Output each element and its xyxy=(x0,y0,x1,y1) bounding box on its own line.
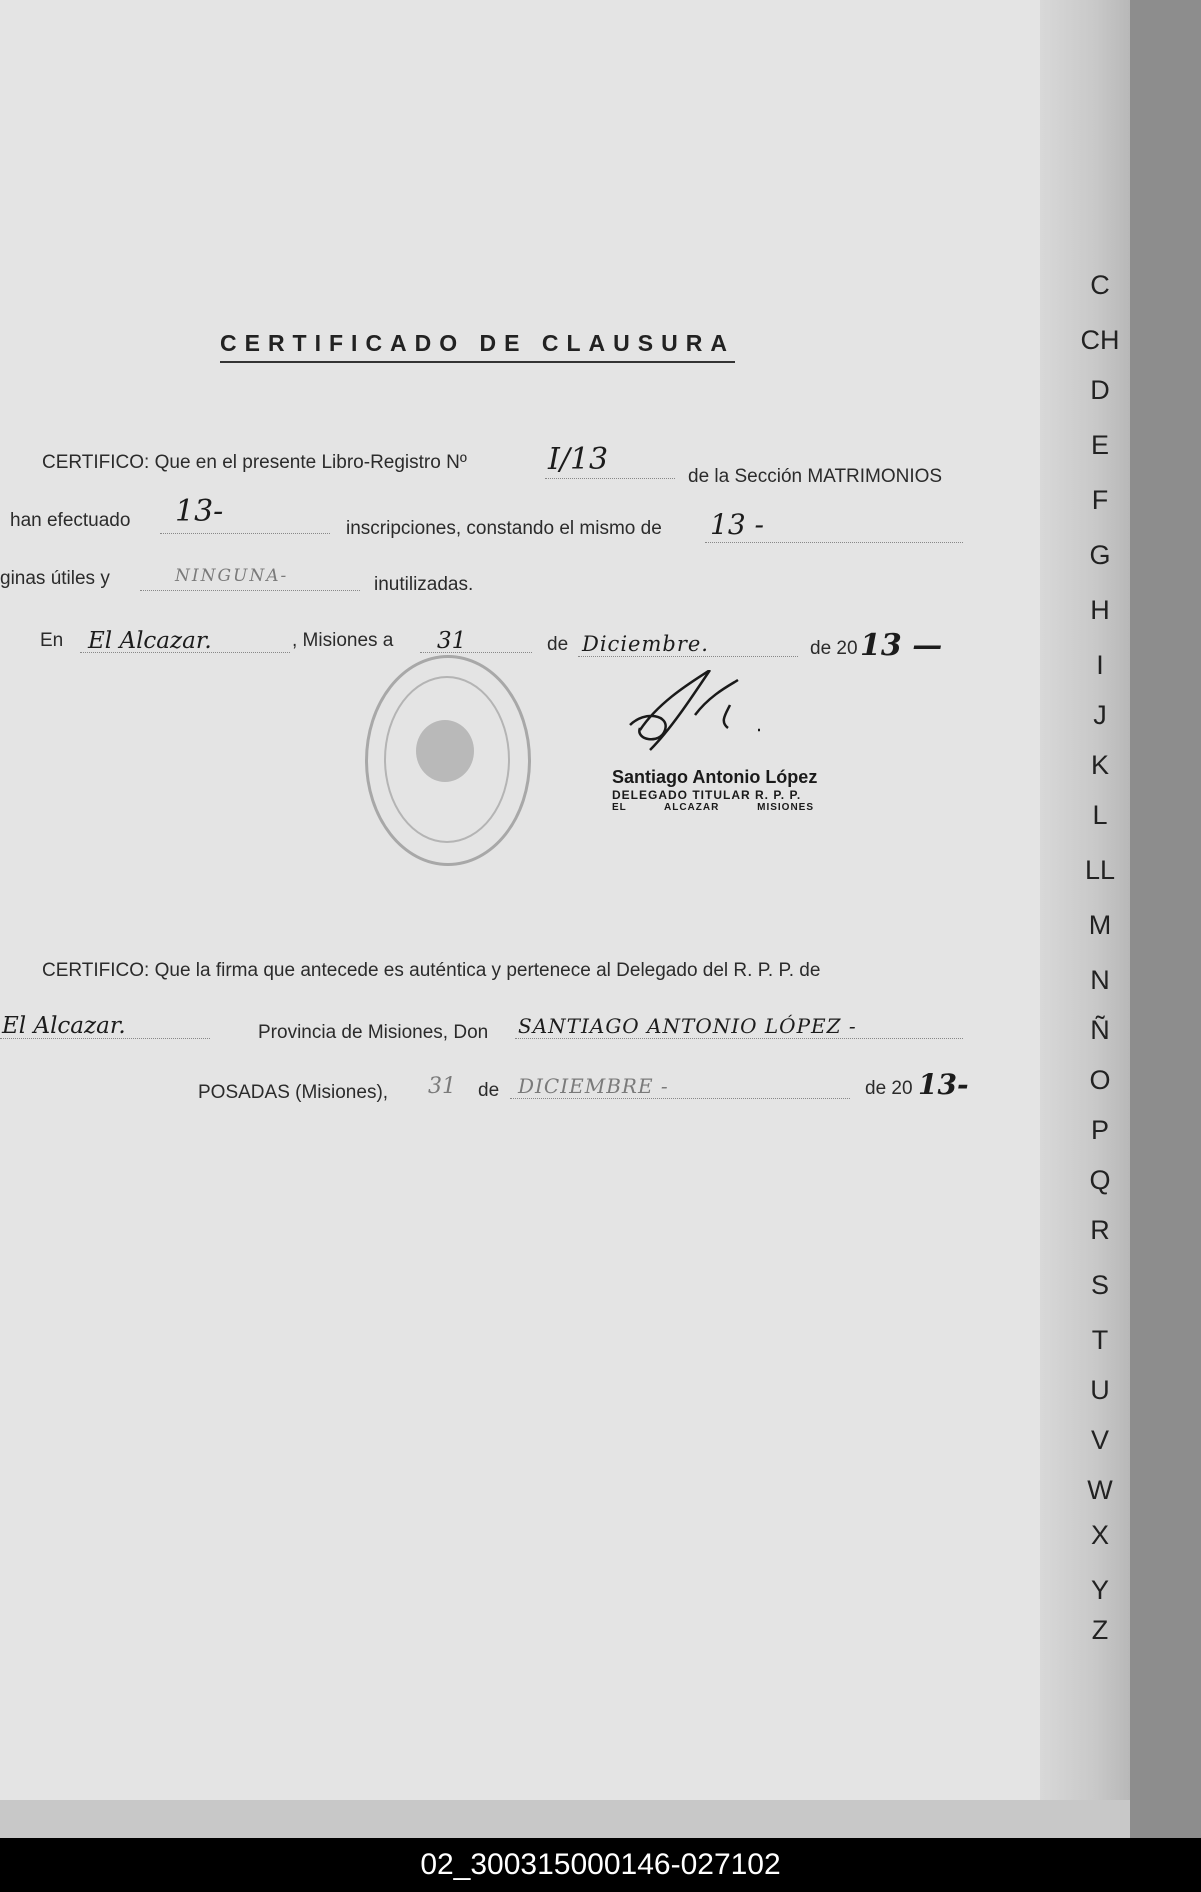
handwritten-signature xyxy=(600,670,760,770)
index-tab-23[interactable]: W xyxy=(1087,1475,1113,1505)
index-tab-10[interactable]: L xyxy=(1092,800,1108,830)
index-tab-8[interactable]: J xyxy=(1093,700,1107,730)
libro-no-line xyxy=(545,478,675,479)
certifico-line-1: CERTIFICO: Que en el presente Libro-Registro Nº xyxy=(42,452,467,473)
index-tab-5[interactable]: G xyxy=(1089,540,1111,570)
book-cover-edge xyxy=(1130,0,1201,1838)
index-tab-3[interactable]: E xyxy=(1090,430,1109,460)
index-tab-0[interactable]: C xyxy=(1090,270,1110,300)
mes-value: Diciembre. xyxy=(582,632,709,656)
index-tab-22[interactable]: V xyxy=(1090,1425,1109,1455)
provincia-text: Provincia de Misiones, Don xyxy=(258,1022,489,1043)
signature-block xyxy=(612,767,817,813)
libro-no-value: I/13 xyxy=(548,442,609,477)
misiones-a-text: , Misiones a xyxy=(292,630,394,651)
seccion-text: de la Sección MATRIMONIOS xyxy=(688,466,943,487)
de-20-text-2: de 20 xyxy=(865,1078,913,1099)
anio-value-2: 13- xyxy=(918,1068,969,1101)
signatory-title: DELEGADO TITULAR R. P. P. xyxy=(612,788,802,802)
index-tab-24[interactable]: X xyxy=(1090,1520,1109,1550)
don-line xyxy=(515,1038,963,1039)
seal-emblem xyxy=(416,720,474,782)
mes-line xyxy=(578,656,798,657)
index-tab-21[interactable]: U xyxy=(1090,1375,1110,1405)
inutilizadas-line xyxy=(140,590,360,591)
lugar-value-2: El Alcazar. xyxy=(2,1013,126,1039)
index-tab-4[interactable]: F xyxy=(1091,485,1109,515)
inutilizadas-value: NINGUNA- xyxy=(175,566,289,586)
index-tab-2[interactable]: D xyxy=(1090,375,1110,405)
de-text-2: de xyxy=(478,1080,500,1101)
index-tab-7[interactable]: I xyxy=(1096,650,1104,680)
mes-line-2 xyxy=(510,1098,850,1099)
posadas-text: POSADAS (Misiones), xyxy=(198,1082,389,1103)
signatory-place-right: MISIONES xyxy=(757,802,815,813)
index-tab-25[interactable]: Y xyxy=(1090,1575,1109,1605)
signatory-place-left: EL ALCAZAR xyxy=(612,802,720,813)
inscripciones-text: inscripciones, constando el mismo de xyxy=(346,518,662,539)
index-tab-17[interactable]: Q xyxy=(1089,1165,1111,1195)
document-title: CERTIFICADO DE CLAUSURA xyxy=(220,330,735,363)
signatory-name: Santiago Antonio López xyxy=(612,767,818,787)
dia-value-2: 31 xyxy=(428,1074,456,1099)
inutilizadas-text: inutilizadas. xyxy=(374,574,474,595)
index-tab-20[interactable]: T xyxy=(1091,1325,1109,1355)
inscripciones-value: 13- xyxy=(175,494,224,529)
don-value: SANTIAGO ANTONIO LÓPEZ - xyxy=(518,1014,857,1038)
index-tab-16[interactable]: P xyxy=(1090,1115,1109,1145)
mes-value-2: DICIEMBRE - xyxy=(518,1074,669,1098)
han-efectuado-text: han efectuado xyxy=(10,510,131,531)
index-tab-13[interactable]: N xyxy=(1090,965,1110,995)
index-tab-15[interactable]: O xyxy=(1089,1065,1111,1095)
index-tab-18[interactable]: R xyxy=(1090,1215,1110,1245)
index-tab-19[interactable]: S xyxy=(1090,1270,1109,1300)
index-tab-26[interactable]: Z xyxy=(1091,1615,1109,1645)
footer-bar xyxy=(0,1838,1201,1892)
lugar-value: El Alcazar. xyxy=(88,628,212,654)
index-tab-6[interactable]: H xyxy=(1090,595,1110,625)
certifico-line-2: CERTIFICO: Que la firma que antecede es auténtica y pertenece al Delegado del R. P. P. de xyxy=(42,960,821,981)
index-tab-1[interactable]: CH xyxy=(1080,325,1120,355)
index-tab-14[interactable]: Ñ xyxy=(1090,1015,1110,1045)
footer-id: 02_300315000146-027102 xyxy=(420,1848,781,1881)
paginas-value: 13 - xyxy=(710,508,764,541)
en-text: En xyxy=(40,630,64,651)
anio-value-1: 13 — xyxy=(860,628,943,663)
paginas-line xyxy=(705,542,963,543)
index-tab-11[interactable]: LL xyxy=(1084,855,1116,885)
de-text-1: de xyxy=(547,634,569,655)
official-seal xyxy=(365,655,531,866)
index-tab-9[interactable]: K xyxy=(1090,750,1109,780)
dia-value: 31 xyxy=(437,628,467,654)
de-20-text-1: de 20 xyxy=(810,638,858,659)
inscripciones-line xyxy=(160,533,330,534)
signatory-place xyxy=(612,802,817,813)
paginas-text: ginas útiles y xyxy=(0,568,110,589)
index-tab-12[interactable]: M xyxy=(1088,910,1112,940)
page-bottom-shade xyxy=(0,1800,1130,1838)
